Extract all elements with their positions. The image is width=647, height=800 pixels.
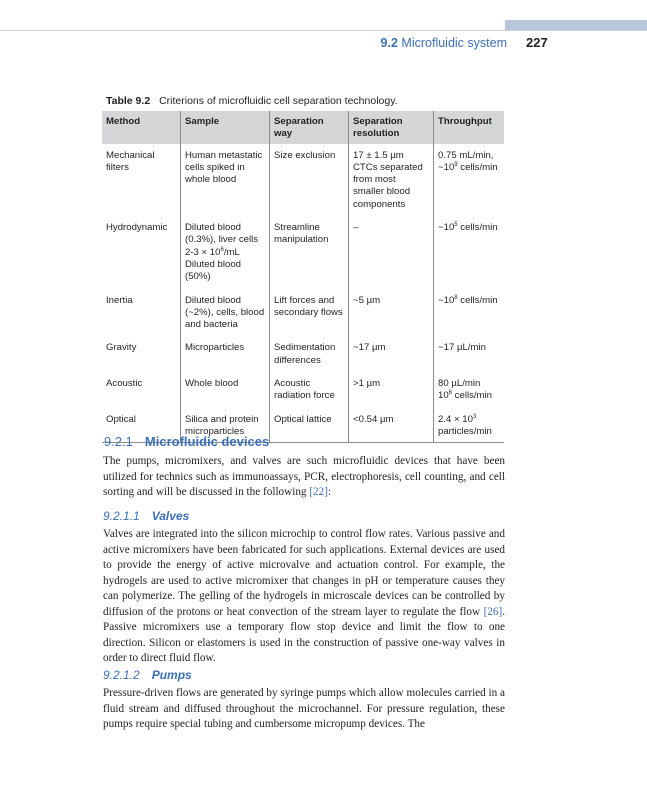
cell-method: Hydrodynamic (106, 222, 168, 234)
cell-sample (181, 219, 270, 291)
throughput-text: ~10 (438, 294, 455, 306)
table-row (102, 339, 504, 375)
paragraph-text: . Passive micromixers use a temporary flow stop device and limit the flow to one direction. Silicon or elastomers is used in the construction of passive one-way valves in order to direct fluid flow. (103, 605, 505, 664)
citation-link[interactable]: [26] (483, 605, 503, 618)
throughput-exponent: 6 (448, 390, 453, 397)
column-header-separation-way: Separation way (270, 111, 349, 144)
paragraph-text: : (327, 486, 332, 498)
throughput-text: cells/min (457, 222, 498, 234)
cell-resolution: >1 µm (349, 375, 434, 411)
cell-way: Streamline manipulation (270, 219, 349, 291)
table-label: Table 9.2 (106, 95, 151, 107)
header-accent-bar (505, 20, 647, 30)
cell-resolution: ~5 µm (349, 292, 434, 340)
throughput-text: 80 µL/min (438, 378, 481, 390)
cell-method: Inertia (106, 294, 133, 306)
paragraph-pumps: Pressure-driven flows are generated by syringe pumps which allow molecules carried in a fluid stream and diffused throughout the microchannel. For pressure regulation, these pumps require special tubing and cumbersome micropump devices. The (103, 687, 505, 730)
paragraph-valves (103, 527, 505, 667)
cell-throughput (434, 375, 505, 411)
section-number: 9.2.1 (104, 434, 133, 449)
paragraph-microfluidic-devices (103, 454, 505, 501)
throughput-text: 10 (438, 390, 449, 402)
cell-resolution: <0.54 µm (349, 411, 434, 443)
throughput-text: ~10 (438, 161, 455, 173)
cell-way: Lift forces and secondary flows (270, 292, 349, 340)
cell-throughput (434, 219, 505, 291)
throughput-exponent: 3 (472, 413, 477, 420)
cell-resolution: – (349, 219, 434, 291)
sample-text: Diluted blood (50%) (185, 258, 242, 283)
sample-exponent: 6 (220, 246, 224, 253)
throughput-text: cells/min (457, 294, 498, 306)
running-head (381, 36, 507, 50)
subsection-title: Valves (151, 509, 190, 523)
subsection-title: Pumps (151, 668, 192, 682)
page-number: 227 (526, 35, 548, 50)
criteria-table (102, 111, 504, 443)
running-head-section-title: Microfluidic system (401, 36, 507, 50)
cell-way: Sedimentation differences (270, 339, 349, 375)
paragraph-text: Valves are integrated into the silicon microchip to control flow rates. Various passive and active micromixers have been fabricated for such applications. External devices are used to provide the energy of active microvalve and actuation control. For example, the hydrogels are used to active micromixer that changes in pH or temperature causes they can polymerize. The gelling of the hydrogels in microscale devices can be controlled by diffusion of the protons or heat convection of the stream layer to regulate the flow (103, 528, 505, 618)
cell-throughput (434, 292, 505, 340)
cell-sample: Diluted blood (~2%), cells, blood and bacteria (181, 292, 270, 340)
table-row (102, 219, 504, 291)
subsection-heading-valves (103, 509, 189, 523)
table-header-row (102, 111, 504, 144)
cell-sample: Whole blood (181, 375, 270, 411)
paragraph-text: The pumps, micromixers, and valves are such microfluidic devices that have been utilized for technics such as immunoassays, PCR, electrophoresis, cell counting, and cell sorting and will be discussed in the following (103, 455, 505, 498)
cell-throughput (434, 411, 505, 443)
cell-method: Acoustic (106, 378, 143, 390)
cell-sample: Microparticles (181, 339, 270, 375)
throughput-text: 0.75 mL/min, (438, 149, 494, 161)
cell-throughput (434, 144, 505, 219)
throughput-text: cells/min (452, 390, 492, 402)
table-caption (106, 95, 398, 107)
cell-resolution: ~17 µm (349, 339, 434, 375)
citation-link[interactable]: [22] (309, 486, 328, 498)
running-head-section-number: 9.2 (380, 36, 398, 50)
section-title: Microfluidic devices (144, 434, 270, 449)
throughput-text: cells/min (457, 161, 498, 173)
throughput-exponent: 8 (454, 294, 458, 301)
cell-method: Gravity (106, 342, 137, 354)
cell-way: Optical lattice (270, 411, 349, 443)
cell-method: Mechanical filters (106, 149, 155, 173)
column-header-separation-resolution: Separation resolution (349, 111, 434, 144)
cell-sample: Human metastatic cells spiked in whole blood (181, 144, 270, 219)
subsection-number: 9.2.1.1 (103, 509, 140, 523)
section-heading (104, 434, 269, 449)
cell-throughput: ~17 µL/min (434, 339, 505, 375)
throughput-text: particles/min (438, 425, 492, 437)
subsection-heading-pumps (103, 668, 192, 682)
table-caption-text: Criterions of microfluidic cell separation technology. (159, 95, 398, 107)
cell-resolution: 17 ± 1.5 µm CTCs separated from most smaller blood components (349, 144, 434, 219)
table-row (102, 144, 504, 219)
subsection-number: 9.2.1.2 (103, 668, 140, 682)
cell-way: Size exclusion (270, 144, 349, 219)
column-header-method: Method (102, 111, 181, 144)
table-row (102, 375, 504, 411)
cell-sample: Silica and protein microparticles (181, 411, 270, 443)
column-header-throughput: Throughput (434, 111, 505, 144)
throughput-text: 2.4 × 10 (438, 413, 473, 425)
cell-method: Optical (102, 411, 181, 443)
table-row (102, 292, 504, 340)
throughput-exponent: 5 (454, 222, 458, 229)
header-rule (0, 30, 647, 31)
column-header-sample: Sample (181, 111, 270, 144)
throughput-exponent: 9 (454, 161, 458, 168)
cell-way: Acoustic radiation force (270, 375, 349, 411)
throughput-text: ~10 (438, 222, 455, 234)
sample-text: Diluted blood (0.3%), liver cells 2-3 × 10 (185, 222, 259, 258)
sample-text: /mL (223, 246, 240, 258)
